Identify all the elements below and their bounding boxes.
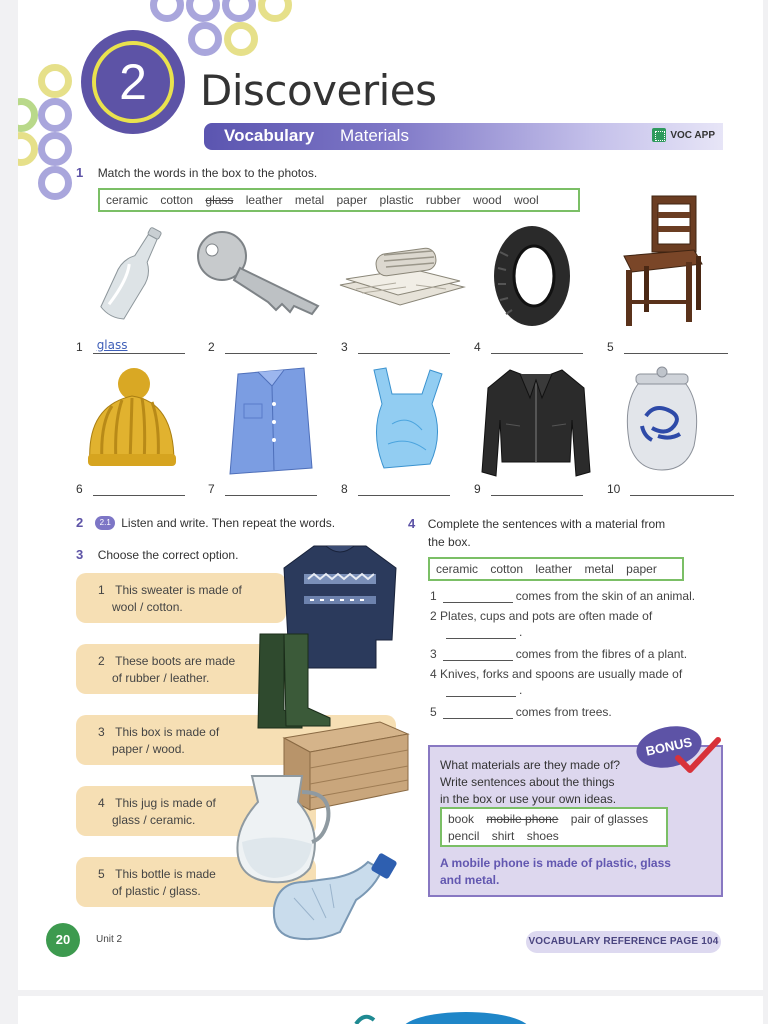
sentence-blank[interactable] bbox=[446, 685, 516, 697]
decorative-ring bbox=[38, 64, 72, 98]
word-crossed: mobile phone bbox=[486, 812, 559, 826]
tyre-photo bbox=[490, 222, 574, 330]
sentence-4 bbox=[430, 667, 682, 681]
boots-photo bbox=[254, 630, 334, 730]
voc-app-label: VOC APP bbox=[670, 129, 715, 141]
unit-number: 2 bbox=[92, 41, 174, 123]
sentence-3 bbox=[430, 647, 687, 661]
option-choice[interactable]: of plastic / glass. bbox=[112, 884, 201, 898]
bonus-word-box bbox=[440, 807, 668, 847]
exercise-number: 3 bbox=[76, 547, 84, 562]
option-text: This bottle is made bbox=[115, 867, 216, 881]
answer-field[interactable] bbox=[630, 482, 734, 496]
answer-row-7 bbox=[208, 482, 317, 496]
answer-row-10 bbox=[607, 482, 734, 496]
sentence-text: comes from the skin of an animal. bbox=[515, 589, 696, 603]
option-text: This jug is made of bbox=[115, 796, 216, 810]
bonus-question-line: What materials are they made of? bbox=[440, 758, 621, 772]
exercise-number: 4 bbox=[408, 516, 416, 531]
decorative-ring bbox=[188, 22, 222, 56]
exercise-3-heading bbox=[76, 546, 238, 564]
option-choice[interactable]: of rubber / leather. bbox=[112, 671, 210, 685]
answer-field[interactable] bbox=[624, 340, 728, 354]
item-number: 5 bbox=[98, 867, 105, 881]
bonus-example-line: and metal. bbox=[440, 873, 500, 887]
option-item bbox=[76, 573, 286, 623]
word: metal bbox=[294, 193, 325, 207]
sentence-5 bbox=[430, 705, 612, 719]
answer-row-8 bbox=[341, 482, 450, 496]
word: leather bbox=[245, 193, 283, 207]
section-bar bbox=[204, 123, 723, 150]
sentence-2-blank-row: . bbox=[430, 625, 522, 639]
leather-jacket-photo bbox=[480, 364, 592, 482]
vocabulary-reference-link[interactable]: VOCABULARY REFERENCE PAGE 104 bbox=[526, 931, 721, 953]
bonus-badge: BONUS bbox=[633, 721, 706, 774]
sentence-text: Plates, cups and pots are often made of bbox=[440, 609, 653, 623]
sentence-blank[interactable] bbox=[443, 591, 513, 603]
word: leather bbox=[535, 562, 573, 576]
word: paper bbox=[336, 193, 368, 207]
decorative-ring bbox=[258, 0, 292, 22]
decorative-ring bbox=[150, 0, 184, 22]
item-number: 5 bbox=[430, 705, 437, 719]
ceramic-jar-photo bbox=[622, 366, 704, 476]
item-number: 2 bbox=[430, 609, 437, 623]
word: ceramic bbox=[106, 193, 149, 207]
wooden-chair-photo bbox=[620, 192, 708, 332]
bonus-question-line: in the box or use your own ideas. bbox=[440, 792, 617, 806]
exercise-4-heading bbox=[408, 515, 708, 551]
exercise-2-heading bbox=[76, 515, 335, 530]
voc-app-link[interactable] bbox=[652, 128, 715, 142]
answer-field[interactable] bbox=[358, 340, 450, 354]
page-title: Discoveries bbox=[200, 66, 437, 115]
glass-bottle-photo bbox=[98, 222, 168, 327]
word: book bbox=[448, 812, 475, 826]
plastic-bag-photo bbox=[368, 364, 448, 474]
next-page-edge bbox=[18, 996, 763, 1024]
answer-row-1 bbox=[76, 340, 185, 354]
item-number: 1 bbox=[430, 589, 437, 603]
sentence-4-blank-row: . bbox=[430, 683, 522, 697]
word: metal bbox=[584, 562, 614, 576]
app-icon bbox=[652, 128, 666, 142]
item-number: 4 bbox=[430, 667, 437, 681]
decorative-ring bbox=[186, 0, 220, 22]
item-number: 9 bbox=[474, 482, 481, 496]
sentence-blank[interactable] bbox=[446, 627, 516, 639]
answer-field[interactable] bbox=[93, 482, 185, 496]
item-number: 3 bbox=[98, 725, 105, 739]
bonus-question-line: Write sentences about the things bbox=[440, 775, 615, 789]
word: plastic bbox=[379, 193, 414, 207]
exercise-instruction: Choose the correct option. bbox=[97, 548, 239, 562]
word: ceramic bbox=[436, 562, 479, 576]
word: pencil bbox=[448, 829, 480, 843]
item-number: 4 bbox=[98, 796, 105, 810]
cotton-shirt-photo bbox=[224, 364, 318, 476]
unit-label: Unit 2 bbox=[96, 934, 123, 945]
answer-field[interactable] bbox=[358, 482, 450, 496]
sentence-blank[interactable] bbox=[443, 707, 513, 719]
sentence-text: comes from trees. bbox=[515, 705, 612, 719]
exercise-instruction: Match the words in the box to the photos. bbox=[97, 166, 318, 180]
section-topic: Materials bbox=[340, 126, 409, 145]
sentence-text: Knives, forks and spoons are usually made of bbox=[440, 667, 683, 681]
newspapers-photo bbox=[336, 245, 466, 310]
exercise-instruction: Listen and write. Then repeat the words. bbox=[121, 515, 336, 530]
plastic-bottle-photo bbox=[264, 848, 398, 944]
answer-field[interactable] bbox=[93, 340, 185, 354]
wool-hat-photo bbox=[82, 366, 178, 472]
decorative-ring bbox=[224, 22, 258, 56]
item-number: 6 bbox=[76, 482, 83, 496]
option-choice[interactable]: glass / ceramic. bbox=[112, 813, 196, 827]
exercise-number: 2 bbox=[76, 515, 84, 530]
page-number: 20 bbox=[46, 923, 80, 957]
sentence-blank[interactable] bbox=[443, 649, 513, 661]
item-number: 2 bbox=[98, 654, 105, 668]
item-number: 1 bbox=[76, 340, 83, 354]
item-number: 1 bbox=[98, 583, 105, 597]
option-text: These boots are made bbox=[115, 654, 236, 668]
checkmark-icon bbox=[674, 736, 722, 776]
workbook-page bbox=[18, 0, 763, 990]
word: wood bbox=[472, 193, 502, 207]
sentence-2 bbox=[430, 609, 652, 623]
option-text: This box is made of bbox=[115, 725, 220, 739]
answer-field[interactable] bbox=[225, 482, 317, 496]
option-choice[interactable]: wool / cotton. bbox=[112, 600, 183, 614]
section-label: Vocabulary bbox=[224, 126, 315, 145]
answer-row-9 bbox=[474, 482, 583, 496]
option-text: This sweater is made of bbox=[115, 583, 242, 597]
exercise-instruction: Complete the sentences with a material from bbox=[427, 517, 666, 531]
sentence-text: comes from the fibres of a plant. bbox=[515, 647, 688, 661]
handwritten-answer: glass bbox=[96, 338, 128, 352]
answer-row-4 bbox=[474, 340, 583, 354]
word: shoes bbox=[526, 829, 559, 843]
word: cotton bbox=[490, 562, 524, 576]
item-number: 10 bbox=[607, 482, 621, 496]
word-box bbox=[98, 188, 580, 212]
bonus-example-line: A mobile phone is made of plastic, glass bbox=[440, 856, 671, 870]
key-photo bbox=[194, 228, 324, 318]
decorative-ring bbox=[18, 132, 38, 166]
answer-field[interactable] bbox=[491, 340, 583, 354]
decorative-ring bbox=[222, 0, 256, 22]
item-number: 8 bbox=[341, 482, 348, 496]
item-number: 5 bbox=[607, 340, 614, 354]
option-choice[interactable]: paper / wood. bbox=[112, 742, 185, 756]
answer-row-6 bbox=[76, 482, 185, 496]
item-number: 4 bbox=[474, 340, 481, 354]
word: pair of glasses bbox=[570, 812, 649, 826]
answer-field[interactable] bbox=[491, 482, 583, 496]
word: shirt bbox=[491, 829, 515, 843]
word: paper bbox=[626, 562, 657, 576]
word-box bbox=[428, 557, 684, 581]
unit-number-badge bbox=[81, 30, 185, 134]
answer-row-2 bbox=[208, 340, 317, 354]
item-number: 2 bbox=[208, 340, 215, 354]
next-page-decoration bbox=[18, 996, 763, 1024]
decorative-ring bbox=[38, 98, 72, 132]
exercise-number: 1 bbox=[76, 165, 84, 180]
answer-row-5 bbox=[607, 340, 728, 354]
sentence-1 bbox=[430, 589, 695, 603]
item-number: 3 bbox=[430, 647, 437, 661]
item-number: 3 bbox=[341, 340, 348, 354]
exercise-1-heading bbox=[76, 164, 317, 182]
decorative-ring bbox=[38, 166, 72, 200]
word: wool bbox=[513, 193, 539, 207]
decorative-ring bbox=[38, 132, 72, 166]
audio-track-badge[interactable]: 2.1 bbox=[95, 516, 115, 530]
answer-row-3 bbox=[341, 340, 450, 354]
word-crossed: glass bbox=[205, 193, 234, 207]
exercise-instruction-cont: the box. bbox=[428, 535, 471, 549]
decorative-ring bbox=[18, 98, 38, 132]
word: rubber bbox=[425, 193, 461, 207]
answer-field[interactable] bbox=[225, 340, 317, 354]
word: cotton bbox=[160, 193, 194, 207]
item-number: 7 bbox=[208, 482, 215, 496]
bonus-question bbox=[440, 757, 640, 808]
bonus-example bbox=[440, 855, 710, 889]
